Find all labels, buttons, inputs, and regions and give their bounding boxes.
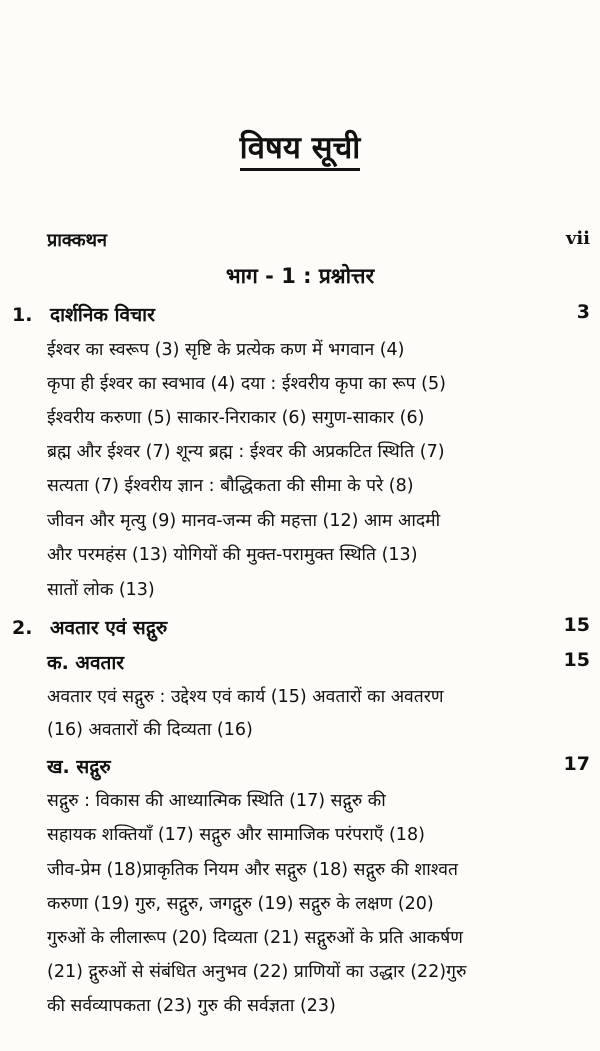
section-title: अवतार एवं सद्गुरु	[50, 617, 168, 639]
subsection-page: 15	[563, 649, 590, 671]
page-title-text: विषय सूची	[240, 130, 361, 171]
toc-line: (21) द्गुरुओं से संबंधित अनुभव (22) प्राणियों का उद्धार (22)गुरु	[47, 962, 467, 982]
toc-subsection-b[interactable]	[47, 753, 590, 781]
toc-line: ईश्वर का स्वरूप (3) सृष्टि के प्रत्येक कण में भगवान (4)	[47, 340, 405, 360]
subsection-title: क. अवतार	[47, 652, 125, 674]
toc-section-2[interactable]	[12, 614, 590, 642]
toc-line: (16) अवतारों की दिव्यता (16)	[47, 720, 253, 740]
section-number: 2.	[12, 617, 33, 639]
toc-line: जीव-प्रेम (18)प्राकृतिक नियम और सद्गुरु (18) सद्गुरु की शाश्वत	[47, 860, 458, 880]
section-page: 3	[576, 301, 590, 323]
preface-page: vii	[565, 228, 590, 249]
toc-line: की सर्वव्यापकता (23) गुरु की सर्वज्ञता (23)	[47, 996, 336, 1016]
toc-line: सातों लोक (13)	[47, 580, 155, 600]
subsection-page: 17	[563, 753, 590, 775]
toc-section-1[interactable]	[12, 301, 590, 329]
toc-entry-preface[interactable]	[47, 228, 590, 254]
subsection-title: ख. सद्गुरु	[47, 756, 111, 778]
preface-label: प्राक्कथन	[47, 230, 108, 251]
toc-line: ईश्वरीय करुणा (5) साकार-निराकार (6) सगुण-साकार (6)	[47, 408, 425, 428]
toc-line: अवतार एवं सद्गुरु : उद्देश्य एवं कार्य (15) अवतारों का अवतरण	[47, 687, 444, 707]
toc-line: गुरुओं के लीलारूप (20) दिव्यता (21) सद्गुरुओं के प्रति आकर्षण	[47, 928, 463, 948]
toc-line: ब्रह्म और ईश्वर (7) शून्य ब्रह्म : ईश्वर की अप्रकटित स्थिति (7)	[47, 442, 445, 462]
toc-line: कृपा ही ईश्वर का स्वभाव (4) दया : ईश्वरीय कृपा का रूप (5)	[47, 374, 446, 394]
page-title	[0, 128, 600, 168]
toc-subsection-a[interactable]	[47, 649, 590, 677]
toc-line: और परमहंस (13) योगियों की मुक्त-परामुक्त स्थिति (13)	[47, 545, 418, 565]
section-page: 15	[563, 614, 590, 636]
section-number: 1.	[12, 304, 33, 326]
section-title: दार्शनिक विचार	[50, 304, 155, 326]
part-heading: भाग - 1 : प्रश्नोत्तर	[225, 264, 375, 288]
toc-line: करुणा (19) गुरु, सद्गुरु, जगद्गुरु (19) सद्गुरु के लक्षण (20)	[47, 894, 434, 914]
toc-line: सत्यता (7) ईश्वरीय ज्ञान : बौद्धिकता की सीमा के परे (8)	[47, 476, 414, 496]
toc-line: सहायक शक्तियाँ (17) सद्गुरु और सामाजिक परंपराएँ (18)	[47, 825, 425, 845]
toc-line: जीवन और मृत्यु (9) मानव-जन्म की महत्ता (12) आम आदमी	[47, 511, 441, 531]
toc-line: सद्गुरु : विकास की आध्यात्मिक स्थिति (17) सद्गुरु की	[47, 791, 386, 811]
